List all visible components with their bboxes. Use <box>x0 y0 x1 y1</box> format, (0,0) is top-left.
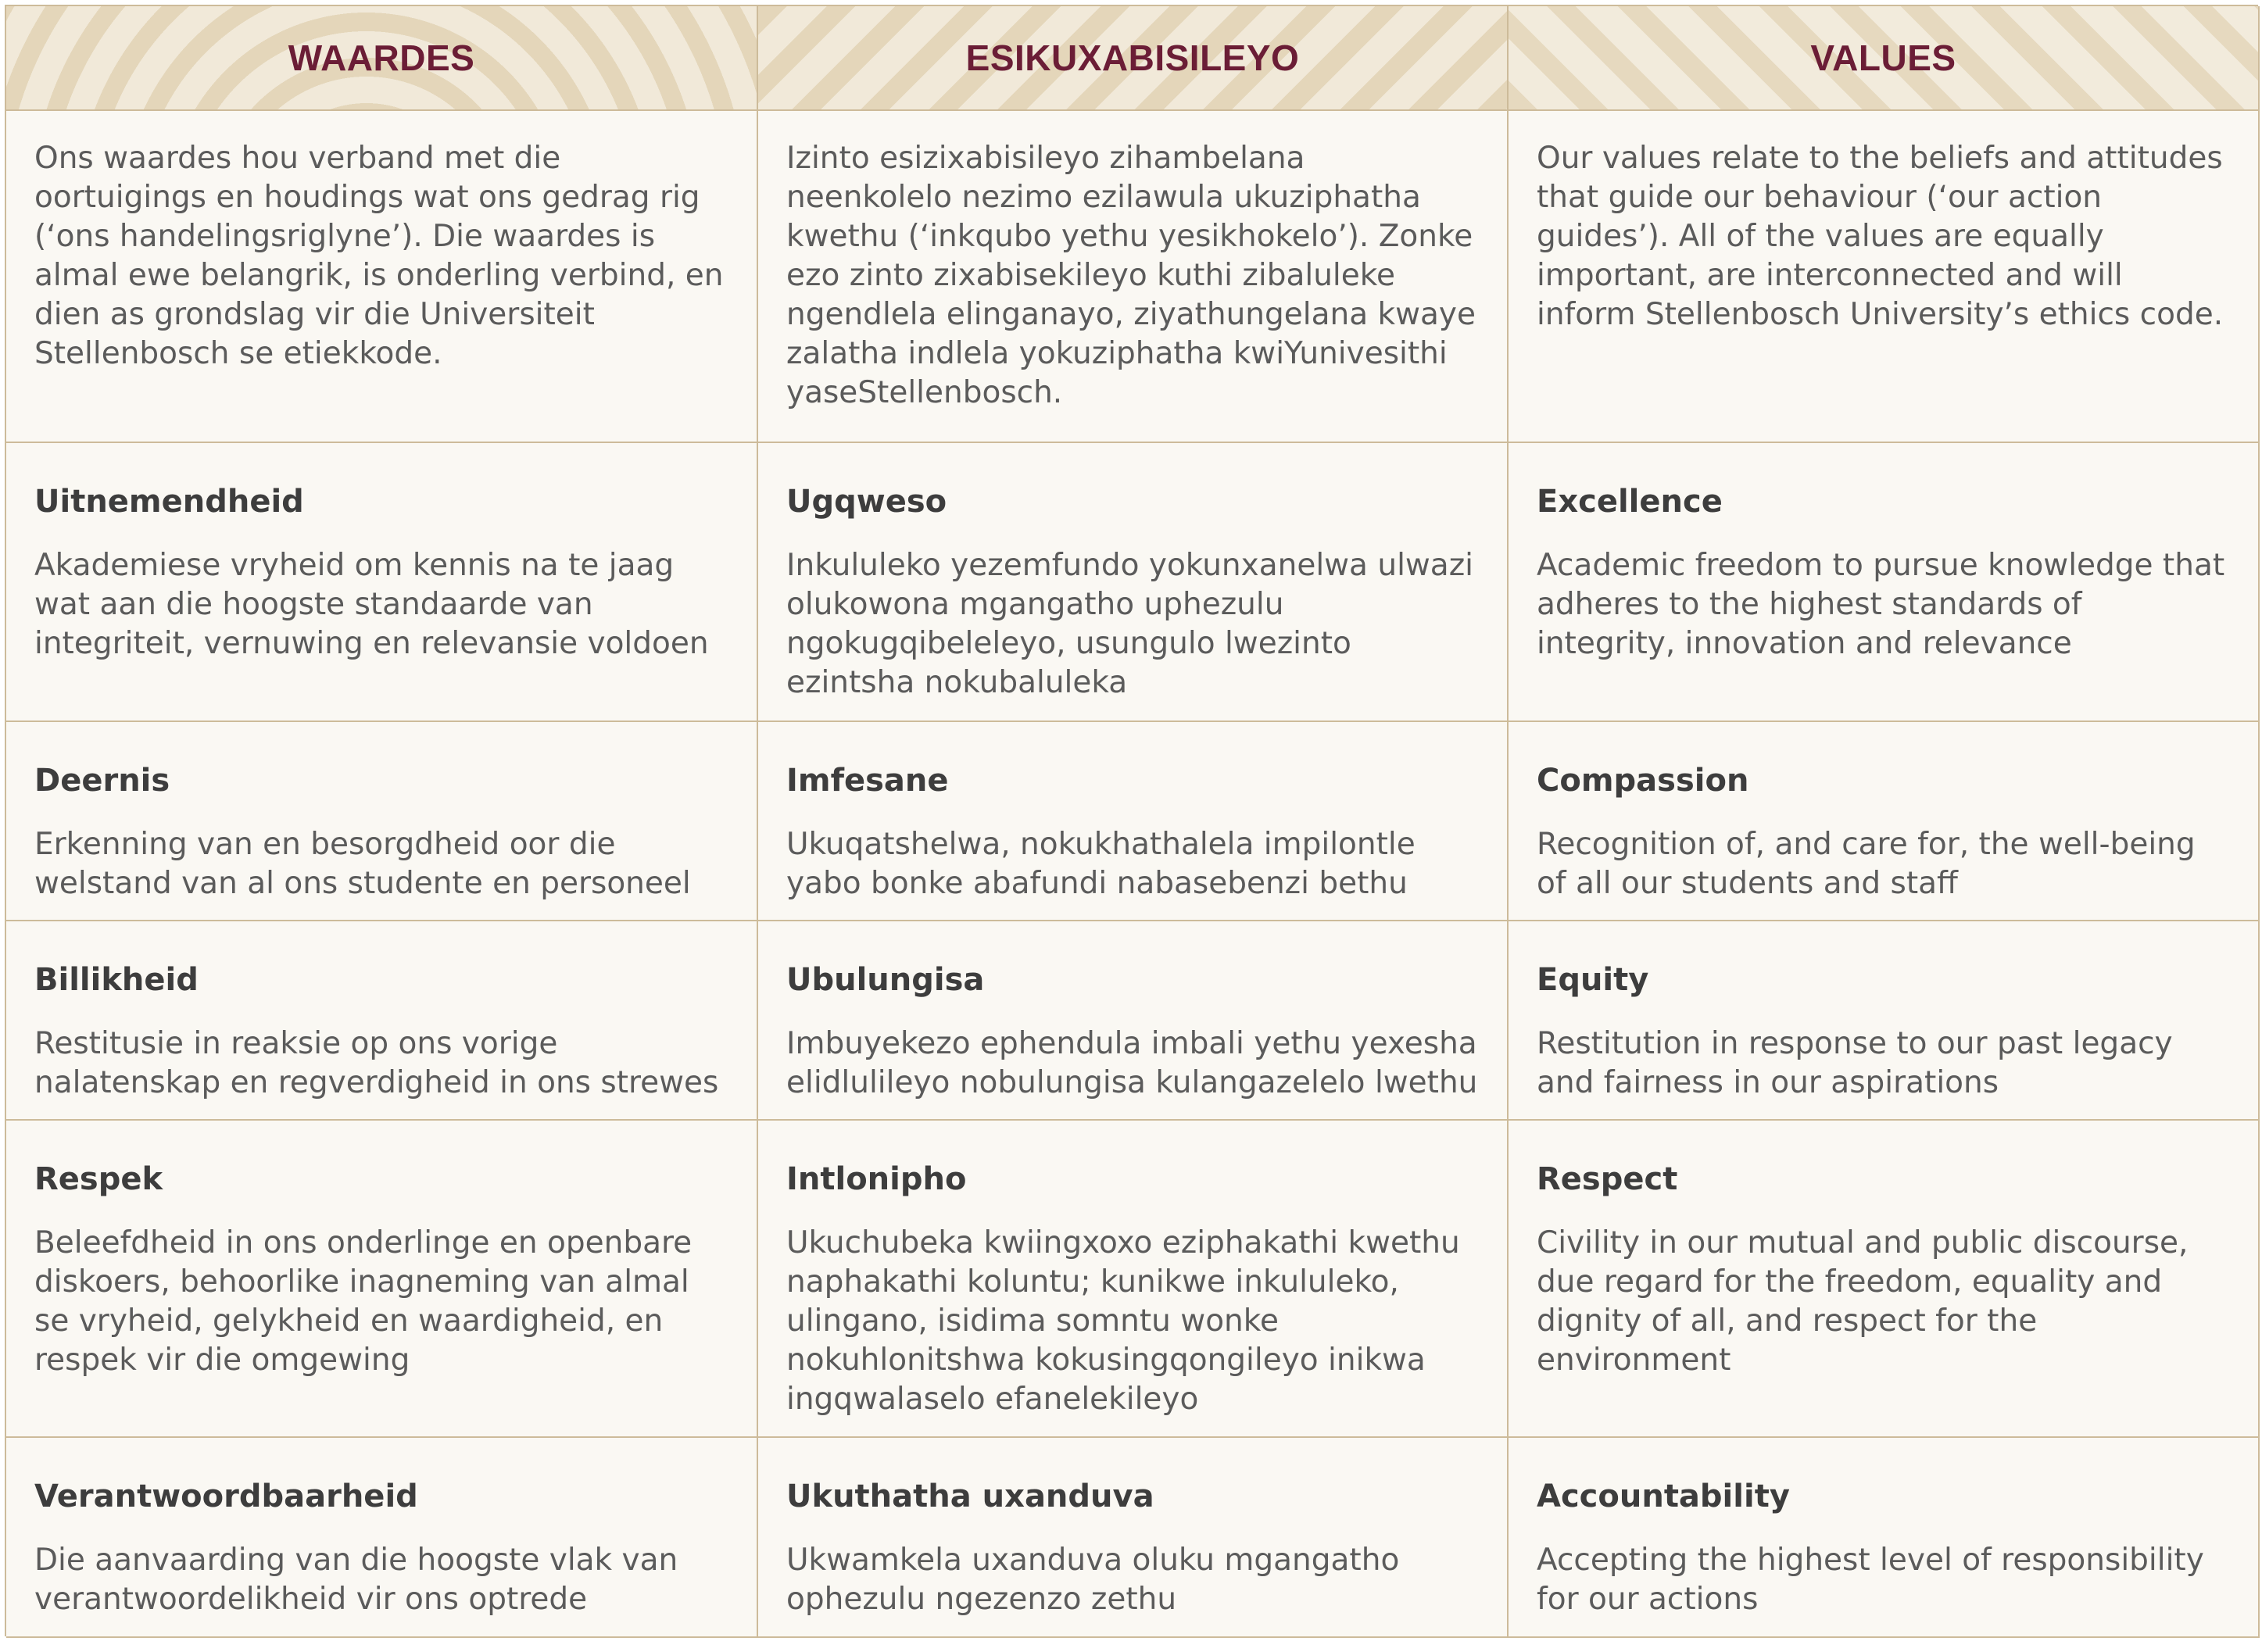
value-title: Verantwoordbaarheid <box>34 1479 418 1514</box>
value-title: Excellence <box>1537 484 1723 520</box>
value-description: Imbuyekezo ephendula imbali yethu yexesha elidlulileyo nobulungisa kulangazelelo lwethu <box>786 1026 1478 1100</box>
value-description: Restitusie in reaksie op ons vorige nalatenskap en regverdigheid in ons strewes <box>34 1026 719 1100</box>
intro-english <box>1509 111 2260 443</box>
value-cell-xhosa <box>758 1438 1509 1638</box>
value-description: Accepting the highest level of responsibility for our actions <box>1537 1543 2204 1617</box>
intro-text: Our values relate to the beliefs and attitudes that guide our behaviour (‘our action guides’). All of the values are equally important, are interconnected and will inform Stellenbosch University’s ethics code. <box>1537 141 2224 332</box>
value-cell-afrikaans <box>6 921 758 1121</box>
value-cell-afrikaans <box>6 443 758 722</box>
value-title: Respek <box>34 1161 163 1197</box>
value-cell-english <box>1509 443 2260 722</box>
value-title: Compassion <box>1537 763 1749 799</box>
header-english <box>1509 6 2260 111</box>
intro-text: Izinto esizixabisileyo zihambelana neenkolelo nezimo ezilawula ukuziphatha kwethu (‘inkqubo yethu yesikhokelo’). Zonke ezo zinto zixabisekileyo kuthi zibaluleke ngendlela elinganayo, ziyathungelana kwaye zalatha indlela yokuziphatha kwiYunivesithi yaseStellenbosch. <box>786 141 1476 410</box>
value-title: Ubulungisa <box>786 962 985 998</box>
value-cell-afrikaans <box>6 722 758 921</box>
values-table <box>5 5 2258 1636</box>
value-cell-english <box>1509 1438 2260 1638</box>
header-label: WAARDES <box>288 38 475 78</box>
value-title: Accountability <box>1537 1479 1790 1514</box>
value-description: Beleefdheid in ons onderlinge en openbare diskoers, behoorlike inagneming van almal se vryheid, gelykheid en waardigheid, en respek vir die omgewing <box>34 1225 693 1378</box>
value-title: Ugqweso <box>786 484 947 520</box>
value-cell-english <box>1509 921 2260 1121</box>
value-title: Imfesane <box>786 763 949 799</box>
value-title: Deernis <box>34 763 170 799</box>
value-description: Die aanvaarding van die hoogste vlak van verantwoordelikheid vir ons optrede <box>34 1543 678 1617</box>
value-cell-english <box>1509 1121 2260 1438</box>
value-description: Erkenning van en besorgdheid oor die welstand van al ons studente en personeel <box>34 827 691 901</box>
value-description: Restitution in response to our past legacy and fairness in our aspirations <box>1537 1026 2173 1100</box>
value-description: Academic freedom to pursue knowledge that adheres to the highest standards of integrity, innovation and relevance <box>1537 548 2225 661</box>
value-description: Ukwamkela uxanduva oluku mgangatho ophezulu ngezenzo zethu <box>786 1543 1400 1617</box>
value-cell-afrikaans <box>6 1438 758 1638</box>
value-cell-xhosa <box>758 921 1509 1121</box>
value-description: Ukuqatshelwa, nokukhathalela impilontle yabo bonke abafundi nabasebenzi bethu <box>786 827 1416 901</box>
value-cell-english <box>1509 722 2260 921</box>
value-description: Recognition of, and care for, the well-being of all our students and staff <box>1537 827 2196 901</box>
header-xhosa <box>758 6 1509 111</box>
value-cell-xhosa <box>758 443 1509 722</box>
value-cell-xhosa <box>758 722 1509 921</box>
value-description: Inkululeko yezemfundo yokunxanelwa ulwazi olukowona mgangatho uphezulu ngokugqibeleleyo, usungulo lwezinto ezintsha nokubaluleka <box>786 548 1474 700</box>
value-title: Billikheid <box>34 962 199 998</box>
value-cell-afrikaans <box>6 1121 758 1438</box>
value-title: Ukuthatha uxanduva <box>786 1479 1154 1514</box>
intro-text: Ons waardes hou verband met die oortuigings en houdings wat ons gedrag rig (‘ons handelingsriglyne’). Die waardes is almal ewe belangrik, is onderling verbind, en dien as grondslag vir die Universiteit Stellenbosch se etiekkode. <box>34 141 724 371</box>
header-label: VALUES <box>1810 38 1956 78</box>
value-cell-xhosa <box>758 1121 1509 1438</box>
value-description: Ukuchubeka kwiingxoxo eziphakathi kwethu naphakathi koluntu; kunikwe inkululeko, ulingano, isidima somntu wonke nokuhlonitshwa kokusingqongileyo inikwa ingqwalaselo efanelekileyo <box>786 1225 1460 1417</box>
intro-xhosa <box>758 111 1509 443</box>
intro-afrikaans <box>6 111 758 443</box>
header-afrikaans <box>6 6 758 111</box>
value-title: Equity <box>1537 962 1649 998</box>
value-title: Uitnemendheid <box>34 484 304 520</box>
value-description: Akademiese vryheid om kennis na te jaag wat aan die hoogste standaarde van integriteit, vernuwing en relevansie voldoen <box>34 548 709 661</box>
value-title: Intlonipho <box>786 1161 967 1197</box>
value-title: Respect <box>1537 1161 1678 1197</box>
value-description: Civility in our mutual and public discourse, due regard for the freedom, equality and dignity of all, and respect for the environment <box>1537 1225 2189 1378</box>
header-label: ESIKUXABISILEYO <box>965 38 1300 78</box>
